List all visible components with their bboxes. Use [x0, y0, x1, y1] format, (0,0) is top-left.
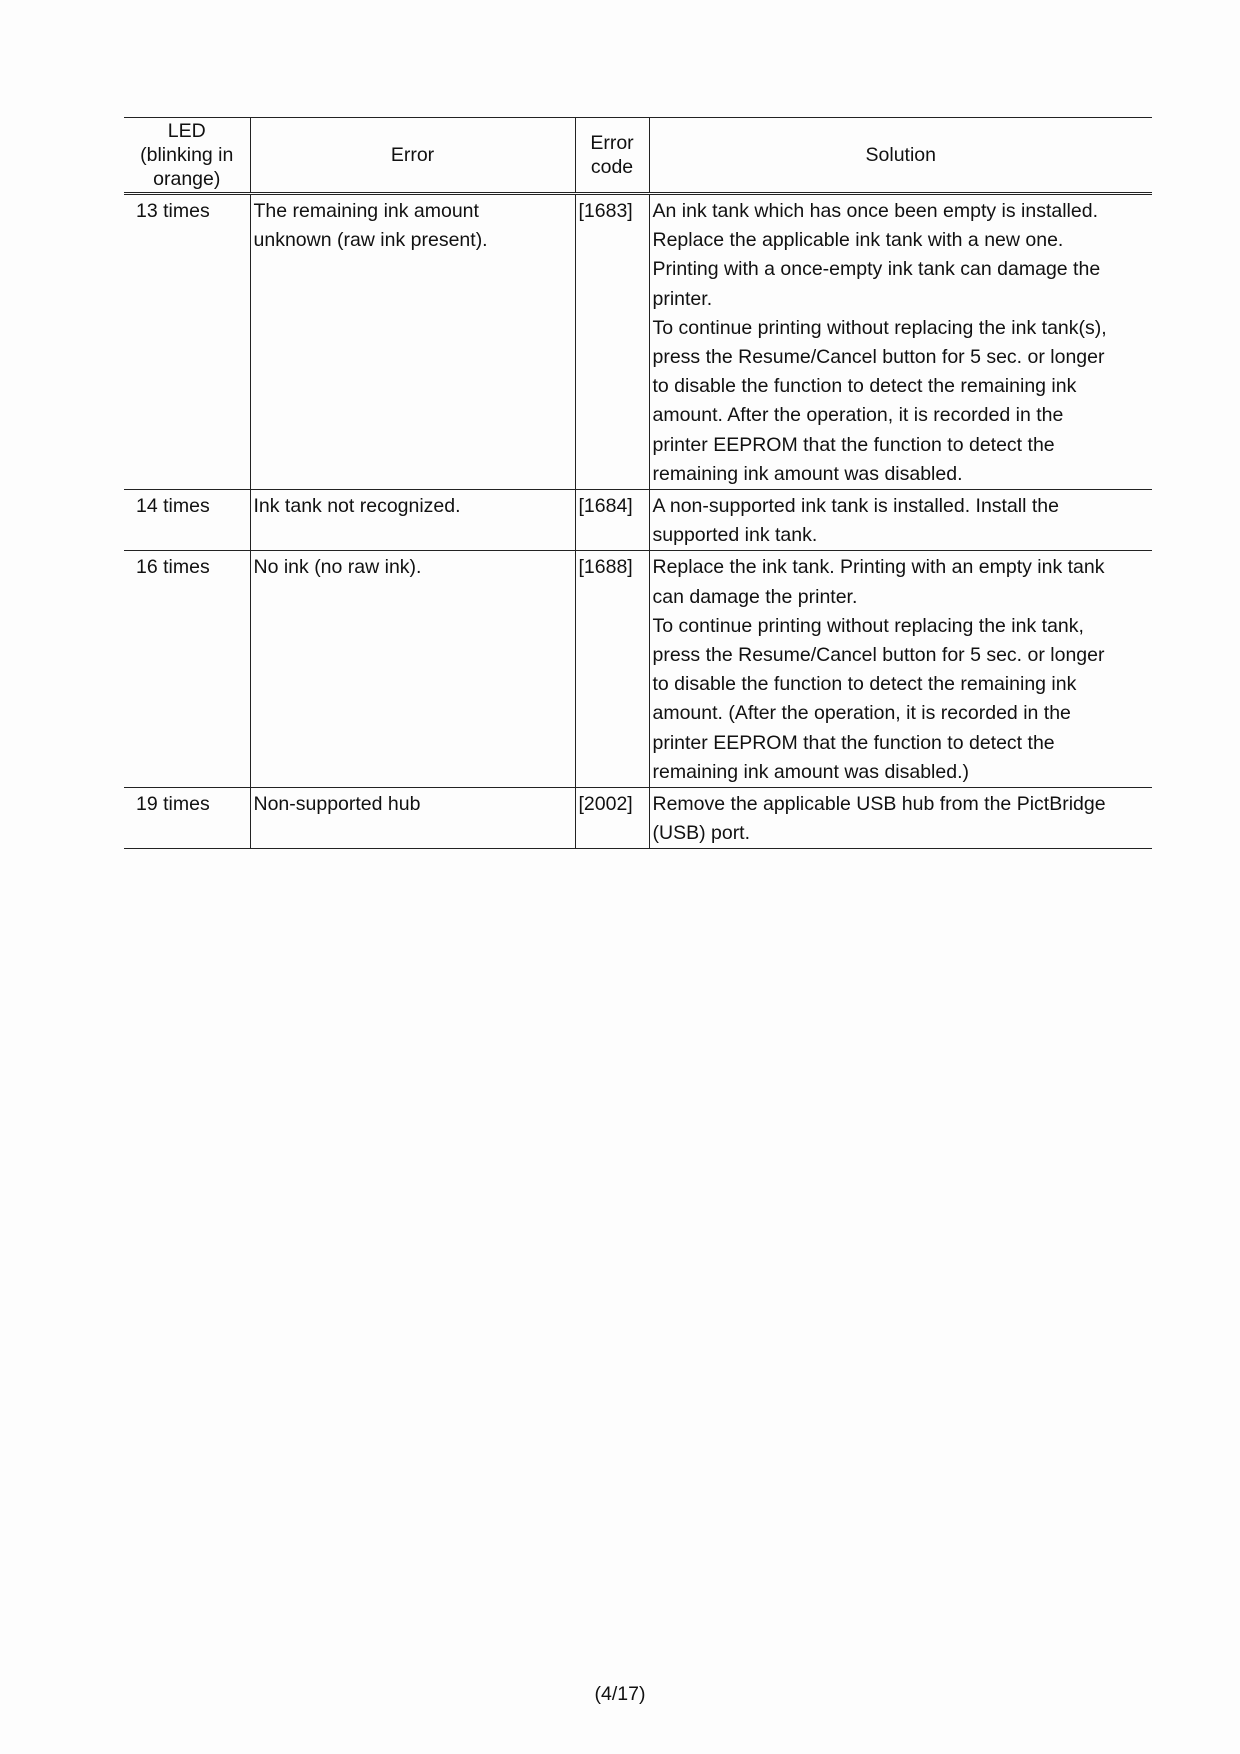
error-cell: [250, 788, 575, 849]
error-line: Non-supported hub: [253, 793, 421, 816]
error-code-cell: [1688]: [575, 551, 649, 788]
solution-line: amount. After the operation, it is recorded in the: [652, 404, 1064, 427]
solution-line: A non-supported ink tank is installed. Install the: [652, 495, 1059, 518]
solution-line: remaining ink amount was disabled.: [652, 462, 963, 485]
solution-line: press the Resume/Cancel button for 5 sec. or longer: [652, 346, 1105, 369]
solution-line: to disable the function to detect the remaining ink: [652, 375, 1077, 398]
header-code-line: Error: [590, 132, 634, 154]
table-row: [124, 788, 1152, 849]
solution-cell: [649, 551, 1152, 788]
solution-line: can damage the printer.: [652, 585, 858, 608]
error-cell: [250, 490, 575, 551]
error-cell: [250, 551, 575, 788]
solution-line: printer EEPROM that the function to detect the: [652, 731, 1055, 754]
header-error: Error: [250, 118, 575, 194]
solution-line: Printing with a once-empty ink tank can damage the: [652, 258, 1101, 281]
table-row: [124, 490, 1152, 551]
solution-line: printer EEPROM that the function to detect the: [652, 433, 1055, 456]
page-number: (4/17): [594, 1683, 646, 1705]
solution-line: To continue printing without replacing the ink tank,: [652, 614, 1084, 637]
error-line: The remaining ink amount: [253, 200, 479, 222]
error-cell: [250, 194, 575, 490]
header-code-line: code: [590, 156, 634, 178]
table-row: [124, 551, 1152, 788]
solution-line: Remove the applicable USB hub from the PictBridge: [652, 793, 1106, 816]
error-line: No ink (no raw ink).: [253, 556, 422, 579]
solution-line: to disable the function to detect the remaining ink: [652, 673, 1077, 696]
solution-line: remaining ink amount was disabled.): [652, 760, 969, 783]
error-table: [124, 117, 1152, 849]
error-code-cell: [2002]: [575, 788, 649, 849]
led-cell: 16 times: [124, 551, 250, 788]
header-error-code: [575, 118, 649, 194]
led-cell: 14 times: [124, 490, 250, 551]
header-led-line: (blinking in: [140, 144, 234, 166]
error-line: Ink tank not recognized.: [253, 495, 461, 518]
header-row: [124, 118, 1152, 194]
solution-line: press the Resume/Cancel button for 5 sec. or longer: [652, 644, 1105, 667]
header-solution: Solution: [649, 118, 1152, 194]
led-cell: 19 times: [124, 788, 250, 849]
header-led-line: LED: [167, 120, 206, 142]
header-led: [124, 118, 250, 194]
solution-cell: [649, 490, 1152, 551]
header-led-line: orange): [153, 168, 221, 190]
solution-line: (USB) port.: [652, 822, 751, 845]
solution-cell: [649, 788, 1152, 849]
solution-line: printer.: [652, 287, 713, 310]
solution-line: Replace the ink tank. Printing with an empty ink tank: [652, 556, 1105, 579]
led-cell: 13 times: [124, 194, 250, 490]
error-code-cell: [1684]: [575, 490, 649, 551]
solution-line: An ink tank which has once been empty is installed.: [652, 200, 1099, 222]
solution-line: amount. (After the operation, it is recorded in the: [652, 702, 1071, 725]
table-row: [124, 194, 1152, 490]
solution-line: Replace the applicable ink tank with a new one.: [652, 229, 1064, 252]
solution-cell: [649, 194, 1152, 490]
error-code-cell: [1683]: [575, 194, 649, 490]
solution-line: To continue printing without replacing the ink tank(s),: [652, 316, 1107, 339]
solution-line: supported ink tank.: [652, 524, 818, 547]
error-line: unknown (raw ink present).: [253, 229, 488, 252]
